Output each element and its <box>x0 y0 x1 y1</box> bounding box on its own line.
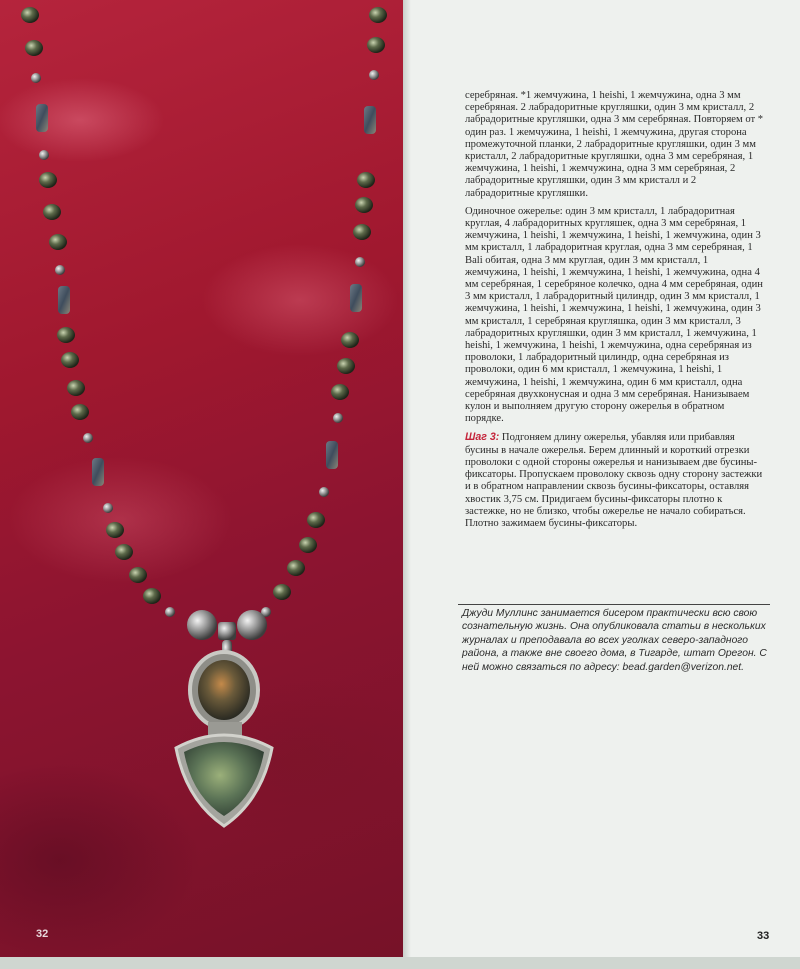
page-gutter <box>403 0 411 969</box>
paragraph-2: Одиночное ожерелье: один 3 мм кристалл, 1 лабрадоритная круглая, 4 лабрадоритных кругляшек, одна 3 мм серебряная, 1 жемчужина, 1 heishi, 1 жемчужина, 1 heishi, 1 жемчужина, один 3 мм кристалл, 1 лабрадоритная круглая, одна 3 мм серебряная, 1 Bali обитая, одна 3 мм круглая, один 3 мм кристалл, 1 жемчужина, 1 heishi, 1 жемчужина, 1 heishi, 1 жемчужина, одна 4 мм серебряная, 1 серебряное колечко, одна 4 мм серебряная, один 3 мм кристалл, 1 лабрадоритный цилиндр, один 3 мм кристалл, 1 жемчужина, 1 heishi, 1 жемчужина, 1 heishi, 1 жемчужина, один 3 мм кристалл, 1 серебряная кругляшка, один 3 мм кристалл, 3 лабрадоритных кругляшки, один 3 мм кристалл, 1 жемчужина, 1 heishi, 1 жемчужина, 1 heishi, 1 жемчужина, одна серебряная из проволоки, 1 лабрадоритный цилиндр, одна серебряная из проволоки, один 6 мм кристалл, 1 жемчужина, 1 heishi, 1 жемчужина, 1 heishi, 1 жемчужина, один 6 мм кристалл, одна серебряная двухконусная и одна 3 мм серебряная. Нанизываем кулон и выполняем другую сторону ожерелья в обратном порядке. <box>465 205 763 425</box>
left-strand <box>21 7 175 617</box>
page-number-left: 32 <box>36 928 49 940</box>
pendant <box>176 652 272 826</box>
bottom-edge <box>0 957 800 969</box>
bio-divider <box>458 604 770 605</box>
author-bio: Джуди Муллинс занимается бисером практически всю свою сознательную жизнь. Она опубликовала статьи в нескольких журналах и преподавала во всех уголках северо-западного района, а также вне своего дома, в Тигарде, штат Орегон. С ней можно связаться по адресу: bead.garden@verizon.net. <box>462 608 767 673</box>
paragraph-1: серебряная. *1 жемчужина, 1 heishi, 1 жемчужина, одна 3 мм серебряная. 2 лабрадоритные кругляшки, один 3 мм кристалл, 2 лабрадоритные кругляшки, одна 3 мм серебряная. Повторяем от * один раз. 1 жемчужина, 1 heishi, 1 жемчужина, другая сторона промежуточной планки, 2 лабрадоритные кругляшки, один 3 мм кристалл, 2 лабрадоритные кругляшки, одна 3 мм серебряная, 1 жемчужина, 1 heishi, 1 жемчужина, одна 3 мм серебряная, 2 лабрадоритные кругляшки, один 3 мм кристалл и 2 лабрадоритные кругляшки. <box>465 90 764 199</box>
page-number-right: 33 <box>757 930 770 942</box>
step3-label: Шаг 3: <box>465 431 500 444</box>
paragraph-step3 <box>465 431 765 530</box>
step3-text: Подгоняем длину ожерелья, убавляя или прибавляя бусины в начале ожерелья. Берем длинный и короткий отрезки проволоки с одной стороны ожерелья и нанизываем две бусины-фиксаторы. Пропускаем проволоку сквозь одну сторону застежки и в обратном направлении сквозь бусины-фиксаторы, оставляя хвостик 3,75 см. Придигаем бусины-фиксаторы плотно к застежке, но не близко, чтобы ожерелье не начало собираться. Плотно зажимаем бусины-фиксаторы. <box>465 432 763 529</box>
right-strand <box>261 7 387 617</box>
instructions-column <box>465 90 765 536</box>
